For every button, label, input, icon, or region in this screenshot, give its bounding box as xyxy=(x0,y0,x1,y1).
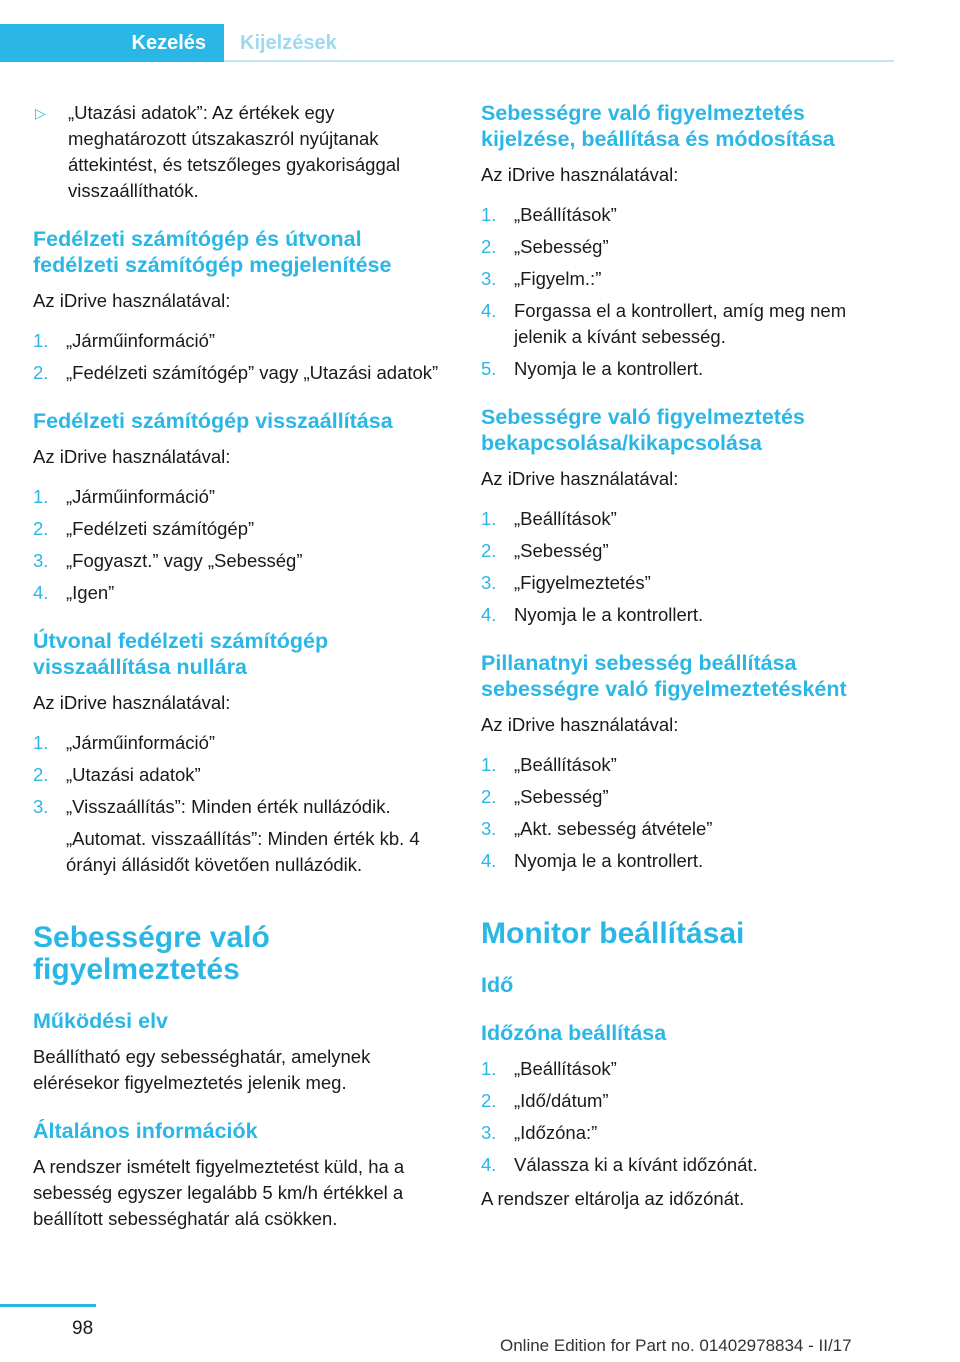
subsection-text: Beállítható egy sebességhatár, amelynek elérésekor figyelmeztetés jelenik meg. xyxy=(33,1046,371,1093)
step-list xyxy=(33,484,448,606)
step-item: 2. „Fedélzeti számítógép” vagy „Utazási adatok” xyxy=(33,362,439,383)
page-number: 98 xyxy=(72,1318,94,1339)
step-item: 5. Nyomja le a kontrollert. xyxy=(481,358,704,379)
step-item: 3. „Akt. sebesség átvétele” xyxy=(481,818,713,839)
step-item: 3. „Figyelmeztetés” xyxy=(481,572,651,593)
step-item: 1. „Beállítások” xyxy=(481,754,617,775)
right-column xyxy=(481,100,896,1226)
edition-note: Online Edition for Part no. 01402978834 - II/17 xyxy=(500,1336,852,1355)
step-item: 2. „Fedélzeti számítógép” xyxy=(33,518,255,539)
section-heading: Sebességre való figyelmeztetés bekapcsolása/kikapcsolása xyxy=(481,405,805,455)
step-item: 3. „Időzóna:” xyxy=(481,1122,598,1143)
section-heading: Pillanatnyi sebesség beállítása sebességre való figyelmeztetésként xyxy=(481,651,847,701)
step-list xyxy=(33,328,448,386)
step-item: 1. „Járműinformáció” xyxy=(33,486,216,507)
step-item: 3. „Fogyaszt.” vagy „Sebesség” xyxy=(33,550,303,571)
step-list xyxy=(481,1056,896,1178)
step-item: 1. „Járműinformáció” xyxy=(33,732,216,753)
section-heading: Fedélzeti számítógép és útvonal fedélzeti számítógép megjelenítése xyxy=(33,227,392,277)
intro-bullet-text: „Utazási adatok”: Az értékek egy meghatározott útszakaszról nyújtanak áttekintést, és tetszőleges gyakorisággal visszaállíthatók. xyxy=(68,102,401,201)
step-item: 2. „Sebesség” xyxy=(481,236,609,257)
section-intro: Az iDrive használatával: xyxy=(481,714,679,735)
step-list xyxy=(33,730,448,820)
subsection-heading: Időzóna beállítása xyxy=(481,1021,667,1045)
triangle-bullet-icon: ▷ xyxy=(35,105,46,121)
subsection-text: A rendszer ismételt figyelmeztetést küld, ha a sebesség egyszer legalább 5 km/h értékkel a beállított sebességhatár alá csökken. xyxy=(33,1156,405,1229)
tab-kezeles[interactable]: Kezelés xyxy=(0,24,224,62)
step-note: „Automat. visszaállítás”: Minden érték kb. 4 órányi állásidőt követően nullázódik. xyxy=(66,828,420,875)
step-item: 4. Nyomja le a kontrollert. xyxy=(481,604,704,625)
subsection-heading: Működési elv xyxy=(33,1009,169,1033)
footer-divider xyxy=(0,1304,96,1307)
section-heading: Útvonal fedélzeti számítógép visszaállítása nullára xyxy=(33,629,329,679)
intro-bullet xyxy=(33,100,448,204)
step-item: 2. „Idő/dátum” xyxy=(481,1090,609,1111)
step-item: 2. „Utazási adatok” xyxy=(33,764,201,785)
step-item: 2. „Sebesség” xyxy=(481,786,609,807)
step-list xyxy=(481,506,896,628)
left-column xyxy=(33,100,448,1246)
section-heading: Sebességre való figyelmeztetés kijelzése, beállítása és módosítása xyxy=(481,101,835,151)
step-item: 1. „Járműinformáció” xyxy=(33,330,216,351)
step-item: 1. „Beállítások” xyxy=(481,1058,617,1079)
tab-kijelzesek[interactable]: Kijelzések xyxy=(240,31,337,54)
subsection-heading: Általános információk xyxy=(33,1119,258,1143)
chapter-heading: Monitor beállításai xyxy=(481,917,745,950)
section-outro: A rendszer eltárolja az időzónát. xyxy=(481,1188,745,1209)
step-item: 4. Válassza ki a kívánt időzónát. xyxy=(481,1154,758,1175)
step-item: 4. Forgassa el a kontrollert, amíg meg nem jelenik a kívánt sebesség. xyxy=(481,300,847,347)
step-item: 1. „Beállítások” xyxy=(481,508,617,529)
section-intro: Az iDrive használatával: xyxy=(33,446,231,467)
chapter-heading: Sebességre való figyelmeztetés xyxy=(33,921,270,986)
step-item: 3. „Figyelm.:” xyxy=(481,268,602,289)
step-item: 4. Nyomja le a kontrollert. xyxy=(481,850,704,871)
section-intro: Az iDrive használatával: xyxy=(481,164,679,185)
section-intro: Az iDrive használatával: xyxy=(33,692,231,713)
section-intro: Az iDrive használatával: xyxy=(33,290,231,311)
section-intro: Az iDrive használatával: xyxy=(481,468,679,489)
step-item: 4. „Igen” xyxy=(33,582,115,603)
step-item: 2. „Sebesség” xyxy=(481,540,609,561)
header-divider xyxy=(224,60,894,62)
step-list xyxy=(481,752,896,874)
step-list xyxy=(481,202,896,382)
subsection-heading: Idő xyxy=(481,973,514,997)
section-heading: Fedélzeti számítógép visszaállítása xyxy=(33,409,393,433)
step-item: 1. „Beállítások” xyxy=(481,204,617,225)
step-item: 3. „Visszaállítás”: Minden érték nullázódik. xyxy=(33,796,391,817)
